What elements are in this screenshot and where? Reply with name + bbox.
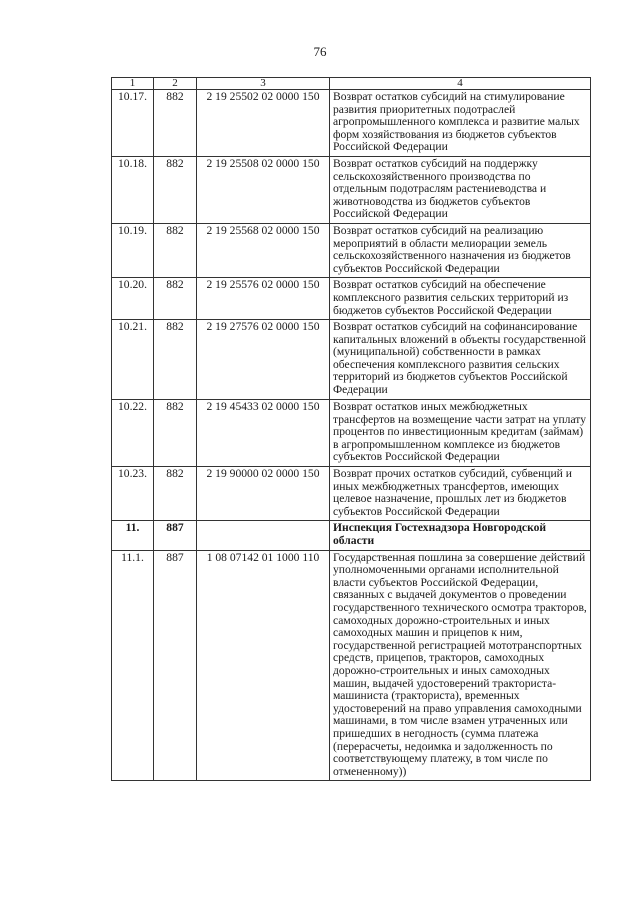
header-col-3: 3 [197,78,330,90]
header-col-2: 2 [154,78,197,90]
budget-code: 2 19 27576 02 0000 150 [197,320,330,400]
table-row [112,156,591,223]
department-code: 882 [154,223,197,277]
table-row [112,320,591,400]
page-number: 76 [313,44,327,59]
revenue-description: Возврат остатков субсидий на софинансирование капитальных вложений в объекты государственной (муниципальной) собственности в рамках обеспечения комплексного развития сельских территорий из бюджетов субъектов Российской Федерации [330,320,591,400]
revenue-description: Возврат прочих остатков субсидий, субвенций и иных межбюджетных трансфертов, имеющих целевое назначение, прошлых лет из бюджетов субъектов Российской Федерации [330,467,591,521]
revenue-description: Возврат остатков субсидий на реализацию мероприятий в области мелиорации земель сельскохозяйственного назначения из бюджетов субъектов Российской Федерации [330,223,591,277]
table-row [112,467,591,521]
header-col-1: 1 [112,78,154,90]
row-number: 10.17. [112,90,154,157]
row-number: 10.18. [112,156,154,223]
department-code: 887 [154,521,197,550]
department-code: 882 [154,467,197,521]
table-header [112,78,591,90]
department-code: 882 [154,90,197,157]
section-title: Инспекция Гостехнадзора Новгородской области [330,521,591,550]
header-row [112,78,591,90]
department-code: 887 [154,550,197,781]
department-code: 882 [154,320,197,400]
header-col-4: 4 [330,78,591,90]
row-number: 11.1. [112,550,154,781]
row-number: 11. [112,521,154,550]
budget-classification-table [111,77,591,781]
revenue-description: Возврат остатков субсидий на обеспечение комплексного развития сельских территорий из бюджетов субъектов Российской Федерации [330,278,591,320]
revenue-description: Возврат остатков иных межбюджетных трансфертов на возмещение части затрат на уплату процентов по инвестиционным кредитам (займам) в агропромышленном комплексе из бюджетов субъектов Российской Федерации [330,400,591,467]
budget-code: 2 19 90000 02 0000 150 [197,467,330,521]
budget-code: 2 19 25568 02 0000 150 [197,223,330,277]
row-number: 10.23. [112,467,154,521]
budget-code: 1 08 07142 01 1000 110 [197,550,330,781]
table-body [112,90,591,781]
row-number: 10.20. [112,278,154,320]
table-row [112,90,591,157]
budget-code: 2 19 25508 02 0000 150 [197,156,330,223]
table-row [112,400,591,467]
budget-code: 2 19 25576 02 0000 150 [197,278,330,320]
row-number: 10.19. [112,223,154,277]
row-number: 10.22. [112,400,154,467]
row-number: 10.21. [112,320,154,400]
table-row [112,278,591,320]
budget-code: 2 19 45433 02 0000 150 [197,400,330,467]
department-code: 882 [154,156,197,223]
department-code: 882 [154,400,197,467]
budget-code: 2 19 25502 02 0000 150 [197,90,330,157]
revenue-description: Возврат остатков субсидий на поддержку сельскохозяйственного производства по отдельным подотраслям растениеводства и животноводства из бюджетов субъектов Российской Федерации [330,156,591,223]
section-heading-row [112,521,591,550]
revenue-description: Государственная пошлина за совершение действий уполномоченными органами исполнительной власти субъектов Российской Федерации, связанных с выдачей документов о проведении государственного технического осмотра тракторов, самоходных дорожно-строительных и иных самоходных машин и прицепов к ним, государственной регистрацией мототранспортных средств, прицепов, тракторов, самоходных дорожно-строительных и иных самоходных машин, выдачей удостоверений тракториста-машиниста (тракториста), временных удостоверений на право управления самоходными машинами, в том числе взамен утраченных или пришедших в негодность (сумма платежа (перерасчеты, недоимка и задолженность по соответствующему платежу, в том числе по отмененному)) [330,550,591,781]
department-code: 882 [154,278,197,320]
budget-code [197,521,330,550]
revenue-description: Возврат остатков субсидий на стимулирование развития приоритетных подотраслей агропромышленного комплекса и развитие малых форм хозяйствования из бюджетов субъектов Российской Федерации [330,90,591,157]
table-row [112,223,591,277]
table-row [112,550,591,781]
